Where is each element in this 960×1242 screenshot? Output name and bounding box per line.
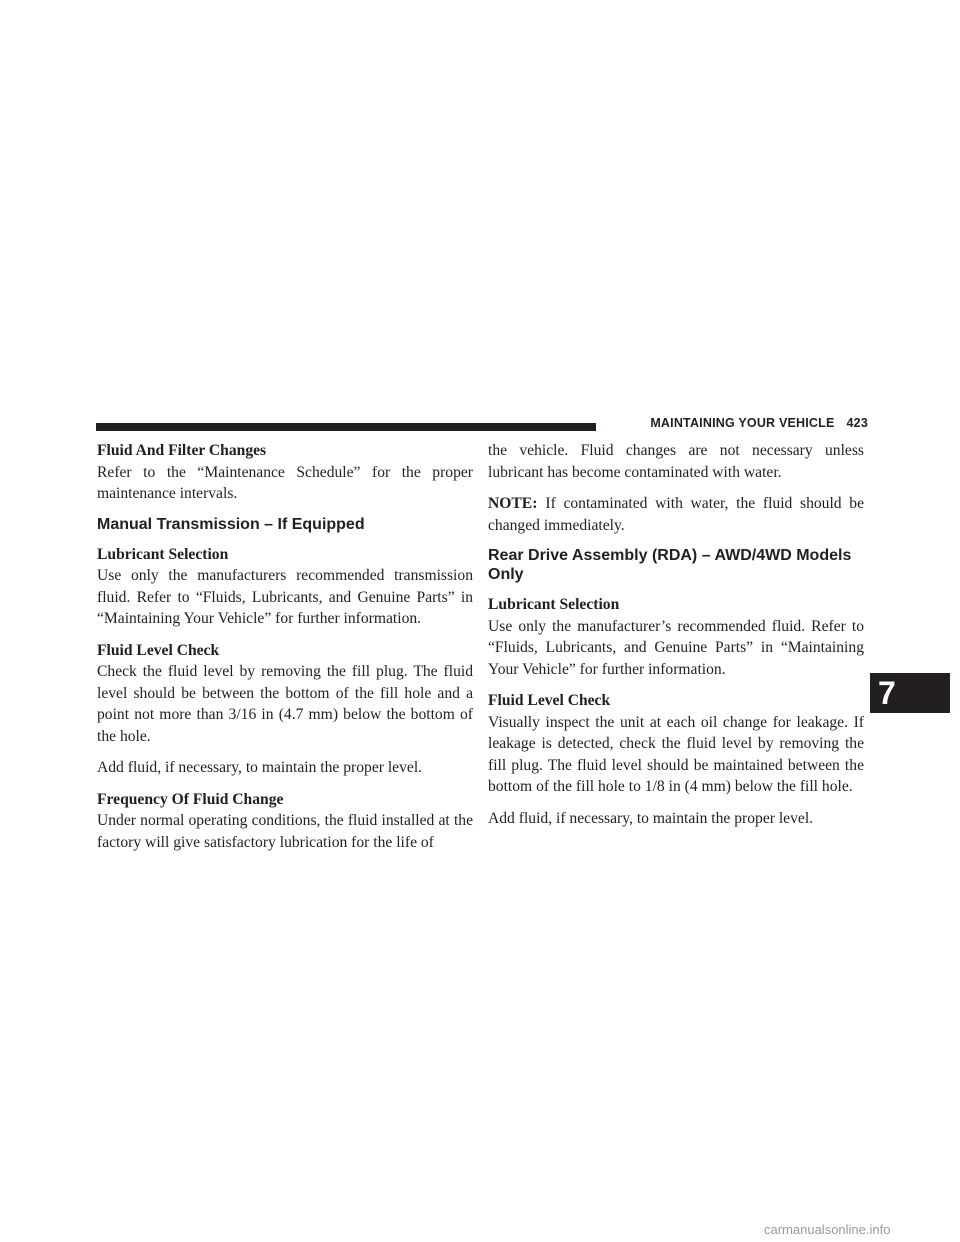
note-paragraph [488, 493, 864, 536]
rda-heading: Rear Drive Assembly (RDA) – AWD/4WD Models Only [488, 547, 852, 583]
fluid-level-heading: Fluid Level Check [97, 641, 220, 659]
section-title: MAINTAINING YOUR VEHICLE [650, 416, 835, 430]
chapter-tab: 7 [870, 673, 950, 713]
fluid-filter-heading: Fluid And Filter Changes [97, 442, 267, 459]
lubricant-selection-heading: Lubricant Selection [97, 545, 229, 563]
rda-lubricant-paragraph: Use only the manufacturer’s recommended fluid. Refer to “Fluids, Lubricants, and Genuine Parts” in “Maintaining Your Vehicle” for further information. [488, 617, 864, 678]
page-number: 423 [846, 416, 868, 430]
left-column [97, 440, 473, 863]
frequency-paragraph: Under normal operating conditions, the fluid installed at the factory will give satisfactory lubrication for the life of [97, 812, 473, 851]
header-rule [96, 423, 596, 431]
right-column [488, 440, 864, 839]
rda-level-heading: Fluid Level Check [488, 692, 611, 709]
note-label: NOTE: [488, 495, 538, 512]
rda-lubricant-heading: Lubricant Selection [488, 596, 620, 613]
running-header [608, 416, 868, 430]
rda-level-paragraph: Visually inspect the unit at each oil change for leakage. If leakage is detected, check the fluid level by removing the fill plug. The fluid level should be maintained between the bottom of the fill hole to 1/8 in (4 mm) below the fill hole. [488, 713, 864, 795]
fluid-filter-paragraph: Refer to the “Maintenance Schedule” for the proper maintenance intervals. [97, 463, 473, 502]
rda-add-fluid-paragraph: Add fluid, if necessary, to maintain the proper level. [488, 809, 814, 827]
continuation-paragraph: the vehicle. Fluid changes are not necessary unless lubricant has become contaminated with water. [488, 442, 864, 481]
add-fluid-paragraph: Add fluid, if necessary, to maintain the proper level. [97, 759, 423, 776]
frequency-heading: Frequency Of Fluid Change [97, 790, 284, 808]
note-text: If contaminated with water, the fluid should be changed immediately. [488, 495, 864, 534]
lubricant-selection-paragraph: Use only the manufacturers recommended transmission fluid. Refer to “Fluids, Lubricants, and Genuine Parts” in “Maintaining Your Vehicle” for further information. [97, 567, 473, 627]
manual-transmission-heading: Manual Transmission – If Equipped [97, 515, 365, 533]
watermark: carmanualsonline.info [764, 1222, 891, 1237]
fluid-level-paragraph: Check the fluid level by removing the fill plug. The fluid level should be between the bottom of the fill hole and a point not more than 3/16 in (4.7 mm) below the bottom of the hole. [97, 663, 473, 745]
